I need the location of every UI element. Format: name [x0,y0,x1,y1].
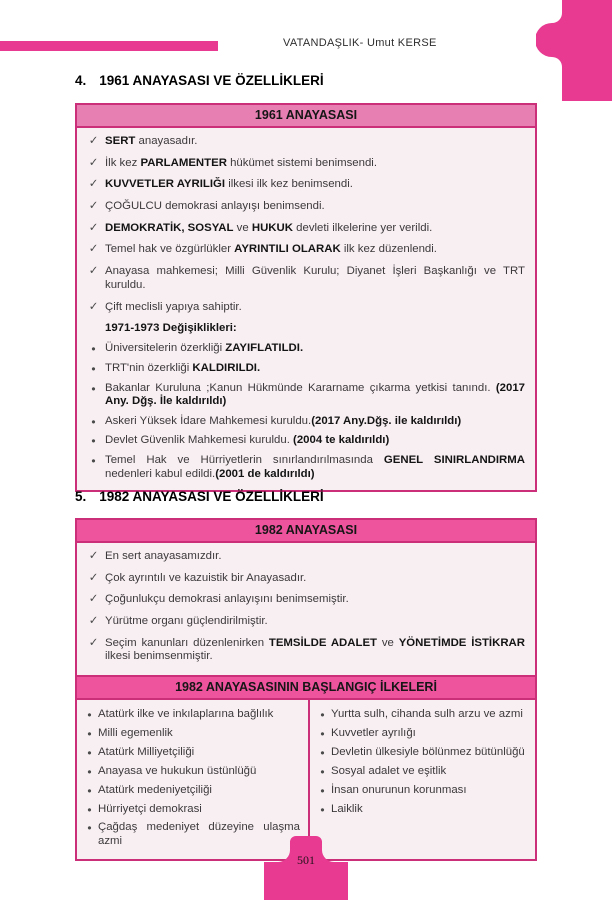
check-icon: ✓ [88,178,99,191]
list-item [82,178,527,192]
list-item-text: İnsan onurunun korunması [331,783,467,796]
list-item-text: Yürütme organı güçlendirilmiştir. [105,615,268,628]
check-icon: ✓ [88,243,99,256]
list-item [81,765,302,779]
list-item-text: Çok ayrıntılı ve kazuistik bir Anayasadır. [105,571,307,584]
bullet-icon: • [320,783,325,798]
bullet-icon: • [320,802,325,817]
section-4-title: 1961 ANAYASASI VE ÖZELLİKLERİ [99,73,324,88]
list-item-text: Laiklik [331,802,363,815]
list-item [314,708,529,722]
list-item [82,434,527,448]
list-item [82,200,527,214]
bullet-icon: • [87,727,92,742]
list-item-text: Yurtta sulh, cihanda sulh arzu ve azmi [331,708,523,721]
page-number: 501 [297,853,315,867]
list-item-text: Temel hak ve özgürlükler AYRINTILI OLARAK ilk kez düzenlendi. [105,243,437,256]
puzzle-decoration-footer [264,836,348,900]
list-item [81,746,302,760]
list-item-text: Çoğunlukçu demokrasi anlayışını benimsemiştir. [105,593,349,606]
list-item-text: KUVVETLER AYRILIĞI ilkesi ilk kez benimsendi. [105,178,353,191]
list-item [81,784,302,798]
section-5-title: 1982 ANAYASASI VE ÖZELLİKLERİ [99,489,324,504]
list-item-text: 1971-1973 Değişiklikleri: [105,322,237,335]
section-5-heading [75,489,324,504]
check-icon: ✓ [88,156,99,169]
bullet-icon: • [87,802,92,817]
list-item [82,637,527,664]
bullet-icon: • [87,783,92,798]
bullet-icon: • [91,454,96,469]
check-icon: ✓ [88,135,99,147]
list-item-text: DEMOKRATİK, SOSYAL ve HUKUK devleti ilkelerine yer verildi. [105,221,433,234]
list-item-text: Üniversitelerin özerkliği ZAYIFLATILDI. [105,341,304,354]
bullet-icon: • [91,341,96,356]
list-item [82,342,527,356]
list-item-text: Hürriyetçi demokrasi [98,802,202,815]
list-item-text: Seçim kanunları düzenlenirken TEMSİLDE ADALET ve YÖNETİMDE İSTİKRAR ilkesi benimsenmiştir. [105,636,525,663]
list-item [81,708,302,722]
list-item-text: Kuvvetler ayrılığı [331,727,416,740]
list-item [314,803,529,817]
list-item [82,243,527,257]
check-icon: ✓ [88,571,99,584]
bullet-icon: • [91,434,96,449]
list-item [82,362,527,376]
bullet-icon: • [91,361,96,376]
section-4-number: 4. [75,73,87,88]
list-item [82,572,527,586]
page-header-title: VATANDAŞLIK- Umut KERSE [283,37,437,49]
list-item-text: Anayasa mahkemesi; Milli Güvenlik Kurulu; Diyanet İşleri Başkanlığı ve TRT kuruldu. [105,265,525,291]
list-item-text: Atatürk medeniyetçiliği [98,783,212,796]
list-item [82,265,527,292]
list-item [82,382,527,409]
list-item-text: Temel Hak ve Hürriyetlerin sınırlandırılmasında GENEL SINIRLANDIRMA nedenleri kabul edildi.(2001 de kaldırıldı) [105,454,525,480]
list-item-text: TRT'nin özerkliği KALDIRILDI. [105,361,261,374]
bullet-icon: • [87,821,92,836]
bullet-icon: • [91,414,96,429]
bullet-icon: • [87,764,92,779]
section-5-number: 5. [75,489,87,504]
check-icon: ✓ [88,636,99,649]
list-item-text: Milli egemenlik [98,727,173,740]
list-item [82,415,527,429]
list-item [82,322,527,336]
list-item-text: SERT anayasadır. [105,135,198,147]
check-icon: ✓ [88,265,99,278]
list-item-text: Devlet Güvenlik Mahkemesi kuruldu. (2004 te kaldırıldı) [105,434,390,447]
table-1961-anayasasi [75,103,537,492]
list-item-text: Çift meclisli yapıya sahiptir. [105,300,242,313]
list-item [81,727,302,741]
list-item [82,222,527,236]
bullet-icon: • [320,708,325,723]
table-1961-header: 1961 ANAYASASI [77,105,535,128]
list-item-text: Anayasa ve hukukun üstünlüğü [98,764,257,777]
list-item-text: İlk kez PARLAMENTER hükümet sistemi benimsendi. [105,156,377,169]
check-icon: ✓ [88,550,99,562]
puzzle-decoration-top-right [536,0,612,102]
list-item-text: ÇOĞULCU demokrasi anlayışı benimsendi. [105,200,325,213]
list-item-text: Atatürk ilke ve inkılaplarına bağlılık [98,708,274,721]
bullet-icon: • [87,708,92,723]
list-item-text: Sosyal adalet ve eşitlik [331,764,447,777]
list-item [82,135,527,149]
table-1982-subheader: 1982 ANAYASASININ BAŞLANGIÇ İLKELERİ [77,675,535,700]
list-item-text: Devletin ülkesiyle bölünmez bütünlüğü [331,745,525,758]
list-item [314,746,529,760]
bullet-icon: • [320,764,325,779]
bullet-icon: • [91,381,96,396]
section-4-heading [75,73,324,88]
check-icon: ✓ [88,593,99,606]
list-item [82,157,527,171]
header-rule [0,41,218,51]
list-item [314,784,529,798]
check-icon: ✓ [88,300,99,313]
check-icon: ✓ [88,615,99,628]
list-item [81,803,302,817]
table-1961-body [77,128,535,490]
list-item [82,593,527,607]
list-item [82,615,527,629]
check-icon: ✓ [88,221,99,234]
list-item [314,727,529,741]
list-item-text: Çağdaş medeniyet düzeyine ulaşma azmi [98,821,300,848]
list-item-text: En sert anayasamızdır. [105,550,222,562]
list-item [82,550,527,564]
check-icon: ✓ [88,200,99,213]
list-item-text: Bakanlar Kuruluna ;Kanun Hükmünde Kararname çıkarma yetkisi tanındı. (2017 Any. Dğş. İle kaldırıldı) [105,381,525,408]
list-item-text: Askeri Yüksek İdare Mahkemesi kuruldu.(2017 Any.Dğş. ile kaldırıldı) [105,414,462,427]
table-1982-body [77,543,535,675]
list-item-text: Atatürk Milliyetçiliği [98,745,195,758]
list-item [82,301,527,315]
table-1982-header: 1982 ANAYASASI [77,520,535,543]
bullet-icon: • [320,745,325,760]
list-item [82,454,527,481]
bullet-icon: • [320,727,325,742]
list-item [314,765,529,779]
table-1982-anayasasi [75,518,537,861]
bullet-icon: • [87,745,92,760]
